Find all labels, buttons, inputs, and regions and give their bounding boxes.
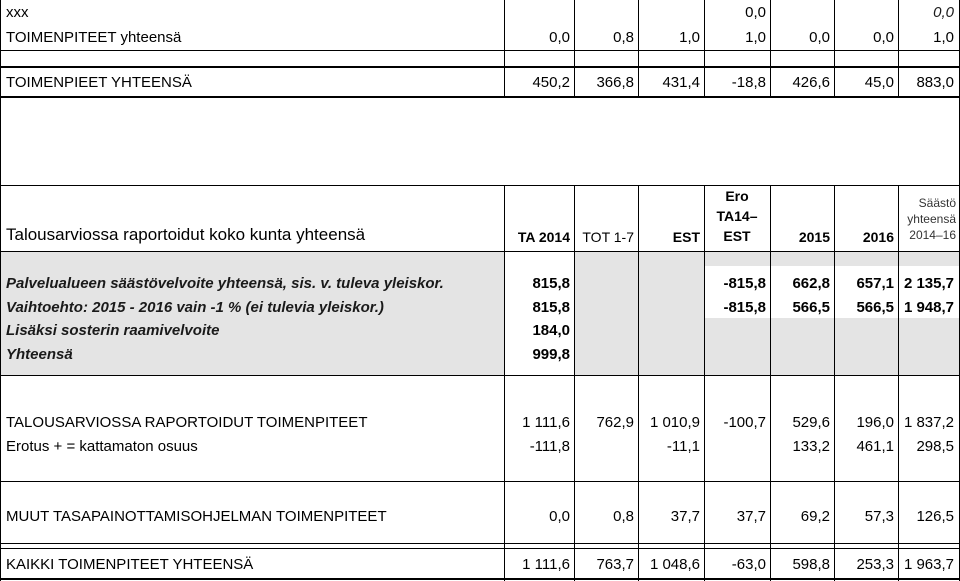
rule <box>834 0 835 98</box>
cell: -815,8 <box>723 298 766 316</box>
cell: 0,0 <box>549 507 570 525</box>
cell: 126,5 <box>916 507 954 525</box>
rule <box>704 185 705 581</box>
cell: 0,0 <box>549 28 570 46</box>
header-ero <box>704 187 770 249</box>
row-label: TOIMENPITEET yhteensä <box>6 28 182 46</box>
rule <box>0 548 960 549</box>
cell: -111,8 <box>529 437 570 455</box>
row-label: TOIMENPIEET YHTEENSÄ <box>6 73 192 91</box>
cell: 815,8 <box>532 274 570 292</box>
header-ero-line2: TA14– <box>716 208 758 224</box>
cell: 37,7 <box>736 507 766 525</box>
cell: 815,8 <box>532 298 570 316</box>
rule <box>834 185 835 581</box>
header-tot: TOT 1-7 <box>582 229 634 245</box>
row-xxx <box>0 0 960 24</box>
row-label: Erotus + = kattamaton osuus <box>6 437 198 455</box>
row-vaihtoehto <box>0 295 960 319</box>
cell: 196,0 <box>856 413 894 431</box>
cell: 763,7 <box>596 555 634 573</box>
cell: 431,4 <box>662 73 700 91</box>
header-ta2014: TA 2014 <box>517 229 570 245</box>
cell: 1 111,6 <box>522 555 570 573</box>
cell: 1 048,6 <box>649 555 700 573</box>
cell: 1,0 <box>933 28 954 46</box>
header-saasto <box>898 187 960 249</box>
row-toimenpieet-total <box>0 68 960 96</box>
cell: 0,0 <box>809 28 830 46</box>
rule <box>504 185 505 581</box>
cell: 253,3 <box>856 555 894 573</box>
cell: 69,2 <box>800 507 830 525</box>
row-saastovelvoite <box>0 271 960 295</box>
cell: 762,9 <box>596 413 634 431</box>
row-kaikki <box>0 550 960 578</box>
cell: 461,1 <box>856 437 894 455</box>
rule <box>0 578 960 580</box>
cell: 529,6 <box>792 413 830 431</box>
row-yhteensa <box>0 342 960 366</box>
cell: 426,6 <box>792 73 830 91</box>
rule <box>770 0 771 98</box>
cell: 0,0 <box>873 28 894 46</box>
cell: 366,8 <box>596 73 634 91</box>
row-toimenpiteet-yhteensa <box>0 24 960 50</box>
cell: 0,8 <box>613 28 634 46</box>
cell: 298,5 <box>916 437 954 455</box>
cell: 999,8 <box>532 345 570 363</box>
savings-shading-top <box>704 252 960 266</box>
cell: 1 010,9 <box>649 413 700 431</box>
rule <box>0 0 1 581</box>
cell: 184,0 <box>532 321 570 339</box>
rule <box>574 0 575 98</box>
rule <box>898 0 899 98</box>
cell: 2 135,7 <box>903 274 954 292</box>
cell: 566,5 <box>792 298 830 316</box>
cell: -11,1 <box>666 437 700 455</box>
row-talousarviossa <box>0 409 960 435</box>
row-label: Vaihtoehto: 2015 - 2016 vain -1 % (ei tulevia yleiskor.) <box>6 298 384 316</box>
cell: 1 837,2 <box>903 413 954 431</box>
row-label: MUUT TASAPAINOTTAMISOHJELMAN TOIMENPITEET <box>6 507 387 525</box>
cell: 1,0 <box>679 28 700 46</box>
header-ero-line1: Ero <box>725 188 749 204</box>
header-2015: 2015 <box>798 229 830 245</box>
header-2016: 2016 <box>862 229 894 245</box>
row-label: Palvelualueen säästövelvoite yhteensä, sis. v. tuleva yleiskor. <box>6 274 444 292</box>
rule <box>0 66 960 68</box>
row-sosteri <box>0 318 960 342</box>
row-erotus <box>0 434 960 458</box>
header-est: EST <box>672 229 700 245</box>
row-label: xxx <box>6 3 29 21</box>
cell: 662,8 <box>792 274 830 292</box>
header-ero-line3: EST <box>723 228 751 244</box>
cell: 133,2 <box>792 437 830 455</box>
rule <box>704 0 705 98</box>
table-header <box>0 187 960 249</box>
cell: 37,7 <box>670 507 700 525</box>
rule <box>0 481 960 482</box>
cell: 0,8 <box>613 507 634 525</box>
cell: -100,7 <box>723 413 766 431</box>
rule <box>0 251 960 252</box>
rule <box>898 185 899 581</box>
cell: 1 111,6 <box>522 413 570 431</box>
row-label: KAIKKI TOIMENPITEET YHTEENSÄ <box>6 555 254 573</box>
cell: 657,1 <box>856 274 894 292</box>
rule <box>0 543 960 544</box>
header-title: Talousarviossa raportoidut koko kunta yhteensä <box>6 225 366 244</box>
rule <box>0 185 960 186</box>
header-saasto-line3: 2014–16 <box>909 228 956 242</box>
cell: 566,5 <box>856 298 894 316</box>
cell: 1 963,7 <box>903 555 954 573</box>
rule <box>0 96 960 98</box>
header-saasto-line1: Säästö <box>918 196 956 210</box>
cell: -815,8 <box>723 274 766 292</box>
rule <box>638 0 639 98</box>
cell: 598,8 <box>792 555 830 573</box>
cell: -63,0 <box>731 555 766 573</box>
row-label: TALOUSARVIOSSA RAPORTOIDUT TOIMENPITEET <box>6 413 368 431</box>
rule <box>574 185 575 581</box>
cell: 1,0 <box>745 28 766 46</box>
rule <box>638 185 639 581</box>
cell: 883,0 <box>916 73 954 91</box>
cell: 450,2 <box>532 73 570 91</box>
header-saasto-line2: yhteensä <box>907 212 956 226</box>
cell-saasto: 0,0 <box>933 3 954 21</box>
row-muut <box>0 502 960 530</box>
cell-est: 0,0 <box>745 3 766 21</box>
rule <box>0 50 960 51</box>
rule <box>504 0 505 98</box>
cell: 57,3 <box>864 507 894 525</box>
rule <box>770 185 771 581</box>
rule <box>0 375 960 376</box>
row-label: Yhteensä <box>6 345 73 363</box>
cell: -18,8 <box>731 73 766 91</box>
cell: 1 948,7 <box>903 298 954 316</box>
cell: 45,0 <box>864 73 894 91</box>
row-label: Lisäksi sosterin raamivelvoite <box>6 321 220 339</box>
